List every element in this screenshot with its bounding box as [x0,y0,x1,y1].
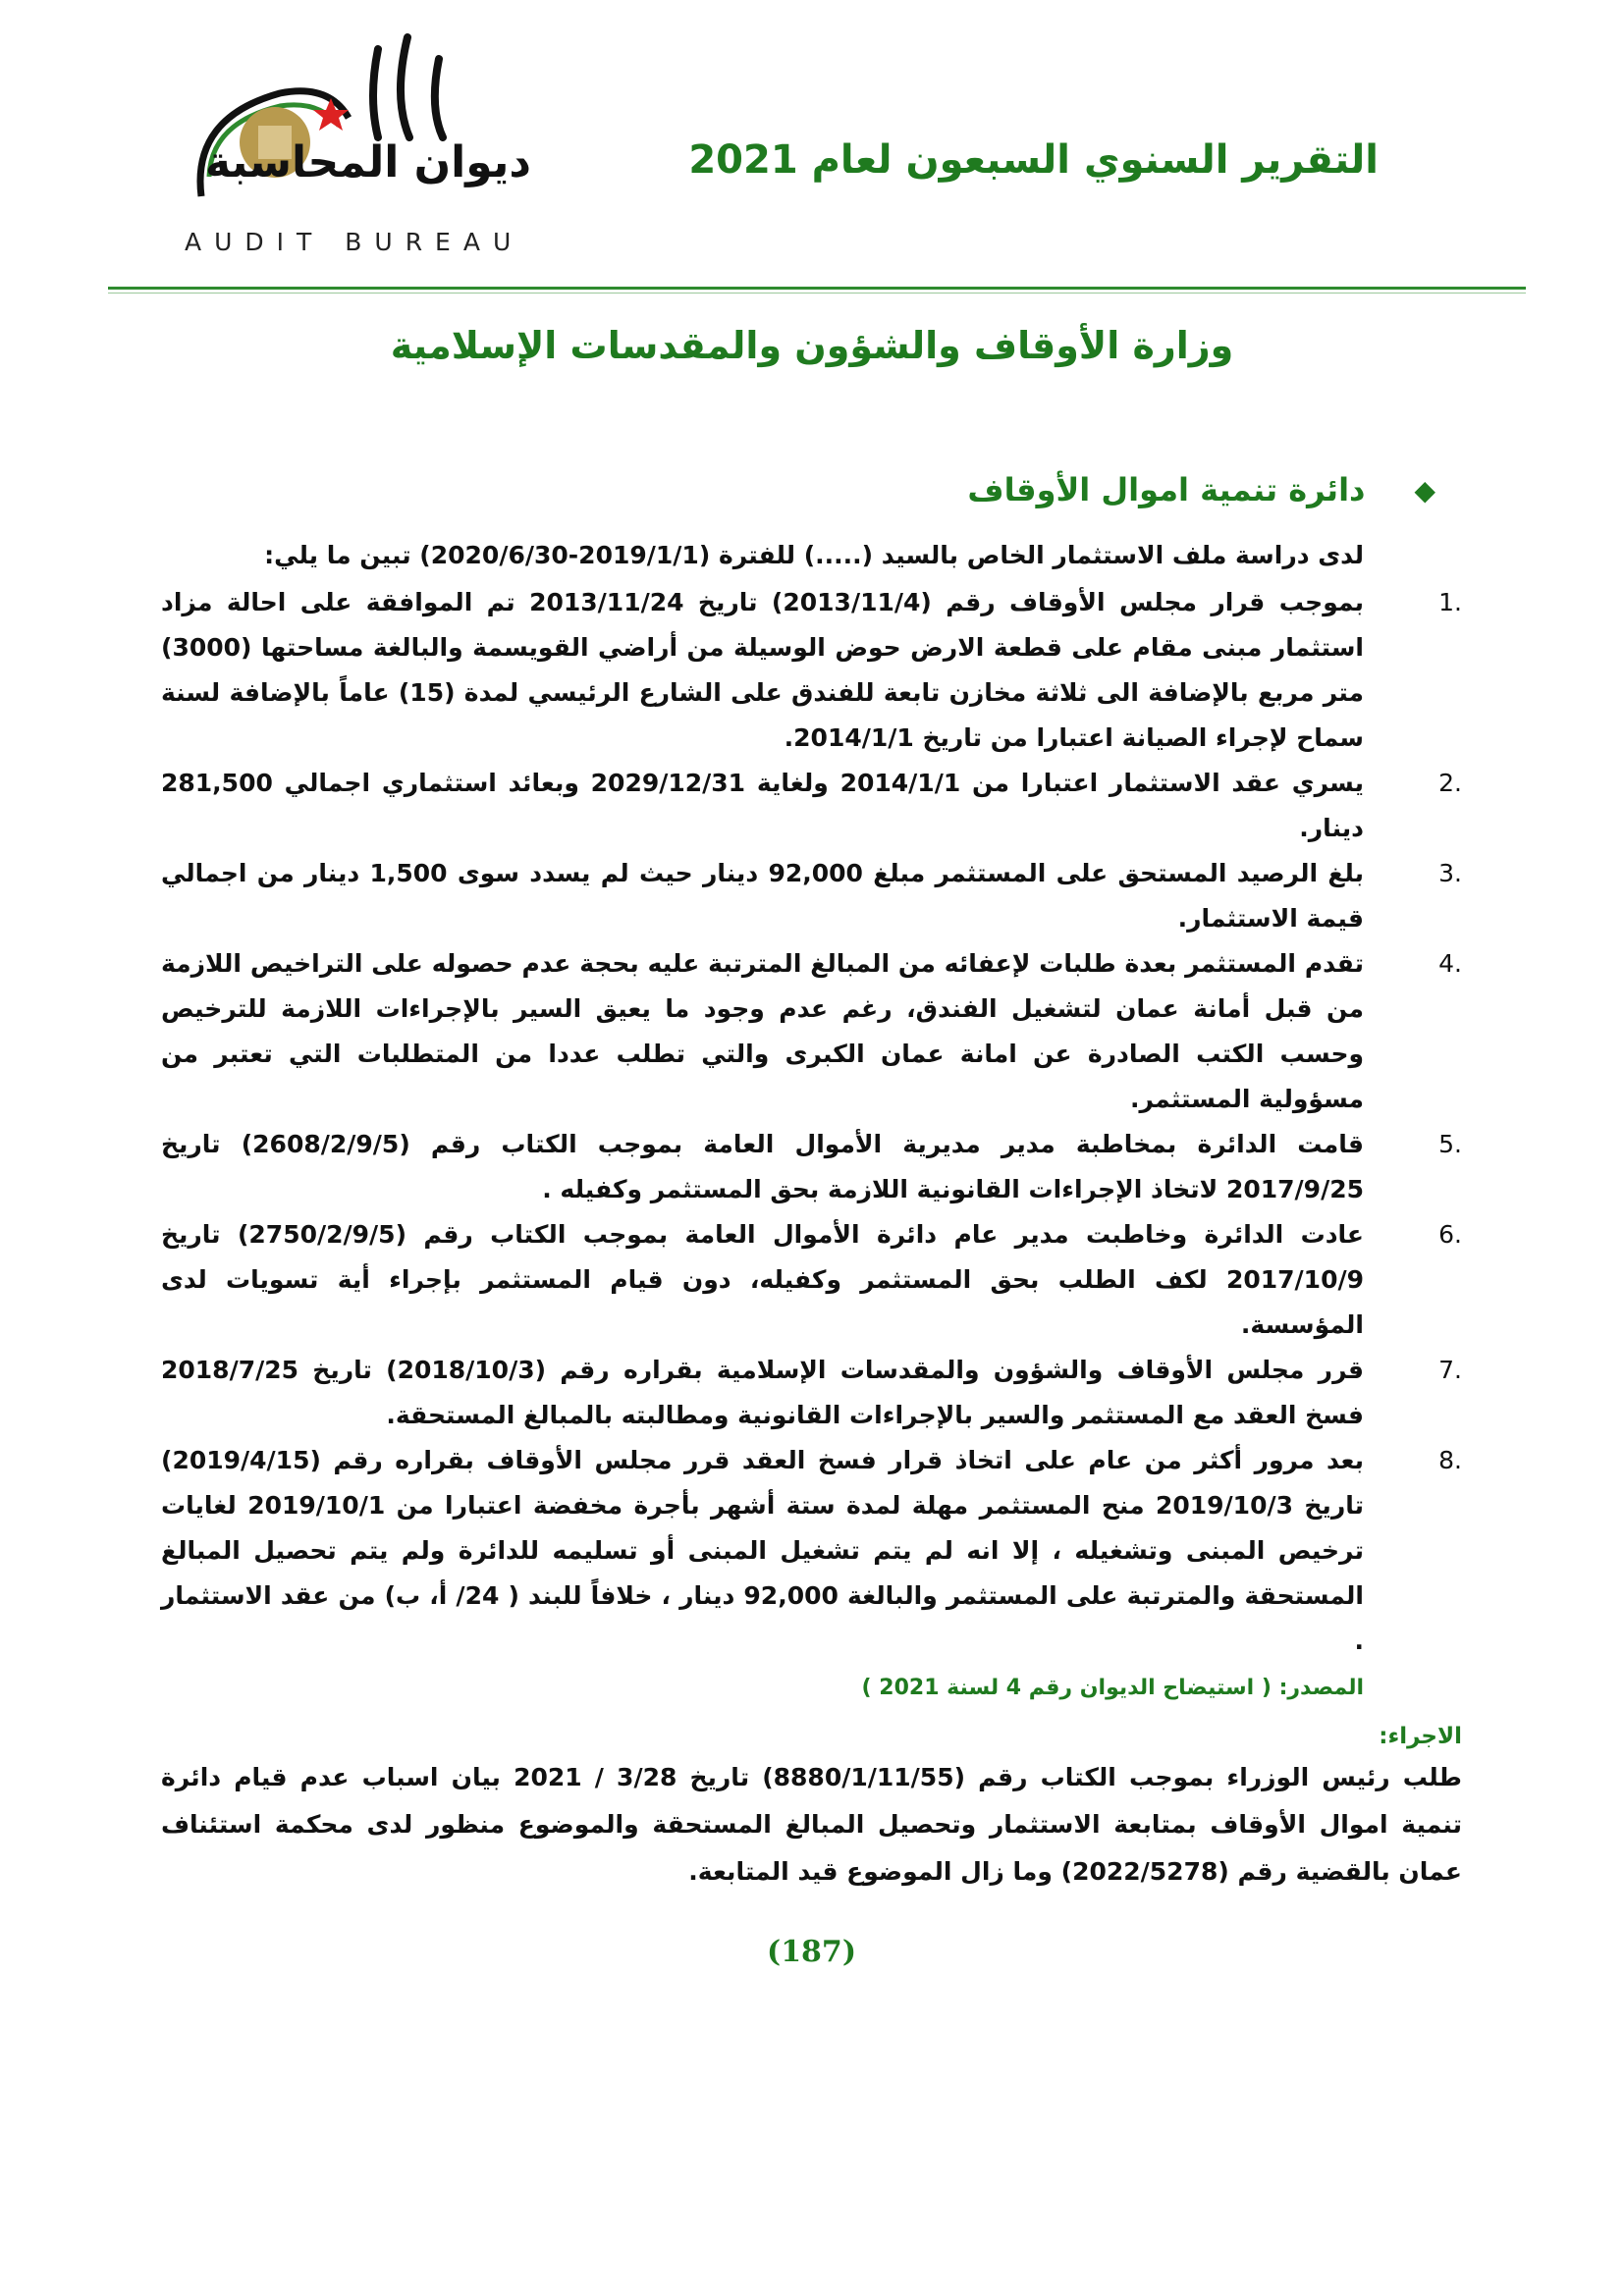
item-text: يسري عقد الاستثمار اعتبارا من 2014/1/1 ولغاية 2029/12/31 وبعائد استثماري اجمالي 281,500 دينار. [161,769,1364,842]
item-number: .2 [1438,769,1462,797]
body-content [161,535,1462,1969]
list-item [161,1438,1462,1664]
list-item [161,1122,1462,1212]
header-divider-thin [108,293,1526,294]
action-label: الاجراء: [1379,1724,1462,1749]
logo-text: AUDIT BUREAU [185,228,524,256]
item-number: .1 [1438,588,1462,616]
intro-text: لدى دراسة ملف الاستثمار الخاص بالسيد (.....) للفترة (2019/1/1-2020/6/30) تبين ما يلي: [264,541,1364,569]
findings-list [161,580,1462,1664]
report-title: التقرير السنوي السبعون لعام 2021 [688,137,1379,183]
item-number: .5 [1438,1130,1462,1158]
item-number: .6 [1438,1220,1462,1249]
list-item [161,941,1462,1122]
list-item [161,851,1462,941]
item-text: قرر مجلس الأوقاف والشؤون والمقدسات الإسلامية بقراره رقم (2018/10/3) تاريخ 2018/7/25 فسخ العقد مع المستثمر والسير بالإجراءات القانونية ومطالبته بالمبالغ المستحقة. [161,1356,1364,1429]
item-number: .8 [1438,1446,1462,1474]
diamond-bullet-icon: ◆ [1414,473,1435,507]
item-text: بعد مرور أكثر من عام على اتخاذ قرار فسخ العقد قرر مجلس الأوقاف بقراره رقم (2019/4/15) تاريخ 2019/10/3 منح المستثمر مهلة لمدة ستة أشهر بأجرة مخفضة اعتبارا من 2019/10/1 لغايات ترخيص المبنى وتشغيله ، إلا انه لم يتم تشغيل المبنى أو تسليمه للدائرة ولم يتم تحصيل المبالغ المستحقة والمترتبة على المستثمر والبالغة 92,000 دينار ، خلافاً للبند ( 24/ أ، ب) من عقد الاستثمار . [161,1446,1364,1655]
action-text: طلب رئيس الوزراء بموجب الكتاب رقم (8880/1/11/55) تاريخ 3/28 / 2021 بيان اسباب عدم قيام دائرة تنمية اموال الأوقاف بمتابعة الاستثمار وتحصيل المبالغ المستحقة والموضوع منظور لدى محكمة استئناف عمان بالقضية رقم (2022/5278) وما زال الموضوع قيد المتابعة. [161,1763,1462,1886]
ministry-title: وزارة الأوقاف والشؤون والمقدسات الإسلامية [390,324,1234,367]
item-text: بموجب قرار مجلس الأوقاف رقم (2013/11/4) تاريخ 2013/11/24 تم الموافقة على احالة مزاد استثمار مبنى مقام على قطعة الارض حوض الوسيلة من أراضي القويسمة والبالغة مساحتها (3000) متر مربع بالإضافة الى ثلاثة مخازن تابعة للفندق على الشارع الرئيسي لمدة (15) عاماً بالإضافة لسنة سماح لإجراء الصيانة اعتبارا من تاريخ 2014/1/1. [161,588,1365,752]
item-number: .4 [1438,949,1462,978]
audit-bureau-logo [182,29,555,226]
section-title: دائرة تنمية اموال الأوقاف [967,471,1366,508]
item-text: تقدم المستثمر بعدة طلبات لإعفائه من المبالغ المترتبة عليه بحجة عدم حصوله على التراخيص اللازمة من قبل أمانة عمان لتشغيل الفندق، رغم عدم وجود ما يعيق السير بالإجراءات اللازمة للترخيص وحسب الكتب الصادرة عن امانة عمان الكبرى والتي تطلب عددا من المتطلبات التي تعتبر من مسؤولية المستثمر. [161,949,1364,1113]
list-item [161,580,1462,761]
item-number: .7 [1438,1356,1462,1384]
item-number: .3 [1438,859,1462,887]
logo-arabic-text: ديوان المحاسبة [205,137,531,187]
list-item [161,1348,1462,1438]
item-text: عادت الدائرة وخاطبت مدير عام دائرة الأموال العامة بموجب الكتاب رقم (2750/2/9/5) تاريخ 2017/10/9 لكف الطلب بحق المستثمر وكفيله، دون قيام المستثمر بإجراء أية تسويات لدى المؤسسة. [161,1220,1364,1339]
list-item [161,1212,1462,1348]
header-divider [108,287,1526,290]
section-heading [967,471,1435,508]
page-number: (187) [766,1935,857,1969]
item-text: بلغ الرصيد المستحق على المستثمر مبلغ 92,000 دينار حيث لم يسدد سوى 1,500 دينار من اجمالي قيمة الاستثمار. [161,859,1364,933]
list-item [161,761,1462,851]
source-note: المصدر: ( استيضاح الديوان رقم 4 لسنة 2021 ) [861,1676,1364,1700]
item-text: قامت الدائرة بمخاطبة مدير مديرية الأموال العامة بموجب الكتاب رقم (2608/2/9/5) تاريخ 2017/9/25 لاتخاذ الإجراءات القانونية اللازمة بحق المستثمر وكفيله . [161,1130,1364,1203]
